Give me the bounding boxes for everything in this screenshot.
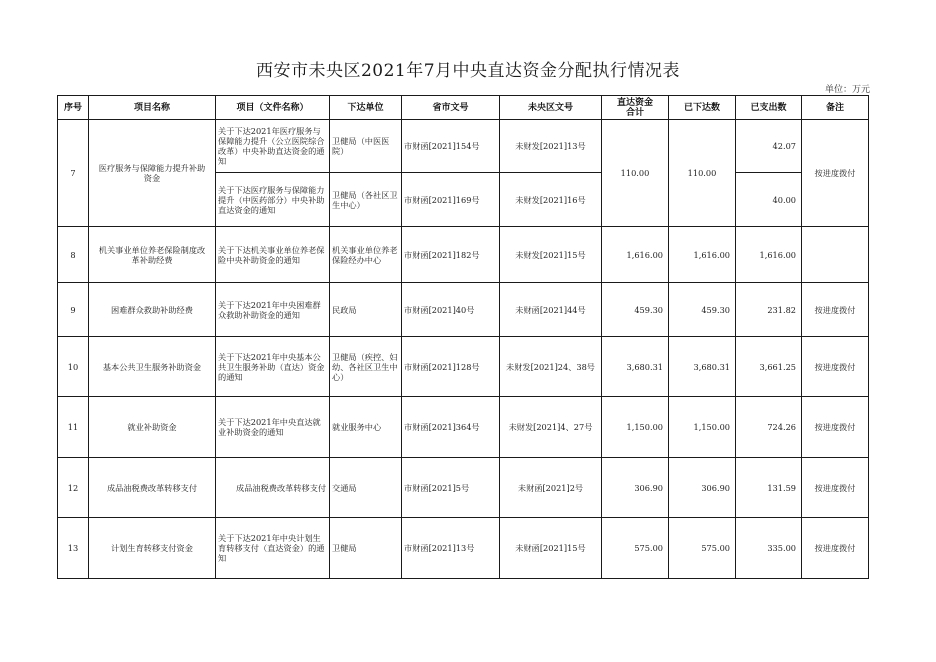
header-province-doc: 省市文号 (402, 96, 500, 120)
district-doc-cell: 未财发[2021]24、38号 (500, 337, 602, 397)
spent-cell: 231.82 (736, 283, 802, 337)
issued-cell: 575.00 (669, 518, 736, 579)
total-cell: 1,616.00 (602, 227, 669, 283)
unit-cell: 交通局 (330, 458, 402, 518)
note-cell: 按进度拨付 (802, 283, 869, 337)
total-cell: 1,150.00 (602, 397, 669, 458)
file-name-cell: 关于下达2021年中央困难群众救助补助资金的通知 (216, 283, 330, 337)
note-cell (802, 227, 869, 283)
district-doc-cell: 未财函[2021]44号 (500, 283, 602, 337)
spent-cell: 1,616.00 (736, 227, 802, 283)
province-doc-cell: 市财函[2021]182号 (402, 227, 500, 283)
district-doc-cell: 未财发[2021]4、27号 (500, 397, 602, 458)
spent-cell: 42.07 (736, 120, 802, 173)
project-name-cell: 基本公共卫生服务补助资金 (89, 337, 216, 397)
spent-cell: 40.00 (736, 173, 802, 227)
province-doc-cell: 市财函[2021]364号 (402, 397, 500, 458)
unit-cell: 卫健局（疾控、妇幼、各社区卫生中心） (330, 337, 402, 397)
province-doc-cell: 市财函[2021]5号 (402, 458, 500, 518)
table-row (58, 283, 869, 337)
project-name-cell: 机关事业单位养老保险制度改革补助经费 (89, 227, 216, 283)
header-district-doc: 未央区文号 (500, 96, 602, 120)
project-name-cell: 成品油税费改革转移支付 (89, 458, 216, 518)
spent-cell: 335.00 (736, 518, 802, 579)
spent-cell: 3,661.25 (736, 337, 802, 397)
project-name-cell: 就业补助资金 (89, 397, 216, 458)
seq-cell: 9 (58, 283, 89, 337)
file-name-cell: 关于下达2021年中央基本公共卫生服务补助（直达）资金的通知 (216, 337, 330, 397)
allocation-table (57, 95, 869, 579)
file-name-cell: 关于下达机关事业单位养老保险中央补助资金的通知 (216, 227, 330, 283)
unit-cell: 民政局 (330, 283, 402, 337)
province-doc-cell: 市财函[2021]128号 (402, 337, 500, 397)
header-file-name: 项目（文件名称） (216, 96, 330, 120)
unit-cell: 就业服务中心 (330, 397, 402, 458)
issued-cell: 3,680.31 (669, 337, 736, 397)
province-doc-cell: 市财函[2021]40号 (402, 283, 500, 337)
unit-cell: 机关事业单位养老保险经办中心 (330, 227, 402, 283)
note-cell: 按进度拨付 (802, 397, 869, 458)
table-row (58, 397, 869, 458)
district-doc-cell: 未财函[2021]15号 (500, 518, 602, 579)
table-row (58, 458, 869, 518)
total-cell: 459.30 (602, 283, 669, 337)
header-total (602, 96, 669, 120)
seq-cell: 10 (58, 337, 89, 397)
file-name-cell: 关于下达2021年医疗服务与保障能力提升（公立医院综合改革）中央补助直达资金的通知 (216, 120, 330, 173)
spent-cell: 724.26 (736, 397, 802, 458)
header-spent: 已支出数 (736, 96, 802, 120)
header-total-line1: 直达资金 (616, 97, 653, 108)
total-cell: 3,680.31 (602, 337, 669, 397)
header-row (58, 96, 869, 120)
total-cell: 575.00 (602, 518, 669, 579)
issued-cell: 459.30 (669, 283, 736, 337)
total-cell: 306.90 (602, 458, 669, 518)
unit-cell: 卫健局 (330, 518, 402, 579)
table-row (58, 120, 869, 173)
district-doc-cell: 未财发[2021]15号 (500, 227, 602, 283)
seq-cell: 11 (58, 397, 89, 458)
district-doc-cell: 未财发[2021]16号 (500, 173, 602, 227)
seq-cell: 8 (58, 227, 89, 283)
province-doc-cell: 市财函[2021]154号 (402, 120, 500, 173)
header-unit: 下达单位 (330, 96, 402, 120)
file-name-cell: 成品油税费改革转移支付 (216, 458, 330, 518)
district-doc-cell: 未财发[2021]13号 (500, 120, 602, 173)
project-name-cell: 计划生育转移支付资金 (89, 518, 216, 579)
table-row (58, 337, 869, 397)
issued-cell: 1,616.00 (669, 227, 736, 283)
note-cell: 按进度拨付 (802, 337, 869, 397)
header-seq: 序号 (58, 96, 89, 120)
file-name-cell: 关于下达医疗服务与保障能力提升（中医药部分）中央补助直达资金的通知 (216, 173, 330, 227)
district-doc-cell: 未财函[2021]2号 (500, 458, 602, 518)
header-project-name: 项目名称 (89, 96, 216, 120)
issued-cell: 1,150.00 (669, 397, 736, 458)
issued-cell: 306.90 (669, 458, 736, 518)
note-cell: 按进度拨付 (802, 518, 869, 579)
seq-cell: 7 (58, 120, 89, 227)
total-cell: 110.00 (602, 120, 669, 227)
seq-cell: 13 (58, 518, 89, 579)
header-total-line2: 合计 (625, 107, 644, 118)
spent-cell: 131.59 (736, 458, 802, 518)
table-row (58, 227, 869, 283)
province-doc-cell: 市财函[2021]169号 (402, 173, 500, 227)
file-name-cell: 关于下达2021年中央直达就业补助资金的通知 (216, 397, 330, 458)
header-issued: 已下达数 (669, 96, 736, 120)
note-cell: 按进度拨付 (802, 120, 869, 227)
unit-cell: 卫健局（各社区卫生中心） (330, 173, 402, 227)
file-name-cell: 关于下达2021年中央计划生育转移支付（直达资金）的通知 (216, 518, 330, 579)
table-row (58, 518, 869, 579)
project-name-cell: 医疗服务与保障能力提升补助资金 (89, 120, 216, 227)
issued-cell: 110.00 (669, 120, 736, 227)
note-cell: 按进度拨付 (802, 458, 869, 518)
seq-cell: 12 (58, 458, 89, 518)
province-doc-cell: 市财函[2021]13号 (402, 518, 500, 579)
unit-label: 单位：万元 (824, 85, 870, 95)
report-title: 西安市未央区2021年7月中央直达资金分配执行情况表 (255, 61, 681, 81)
header-note: 备注 (802, 96, 869, 120)
project-name-cell: 困难群众救助补助经费 (89, 283, 216, 337)
unit-cell: 卫健局（中医医院） (330, 120, 402, 173)
